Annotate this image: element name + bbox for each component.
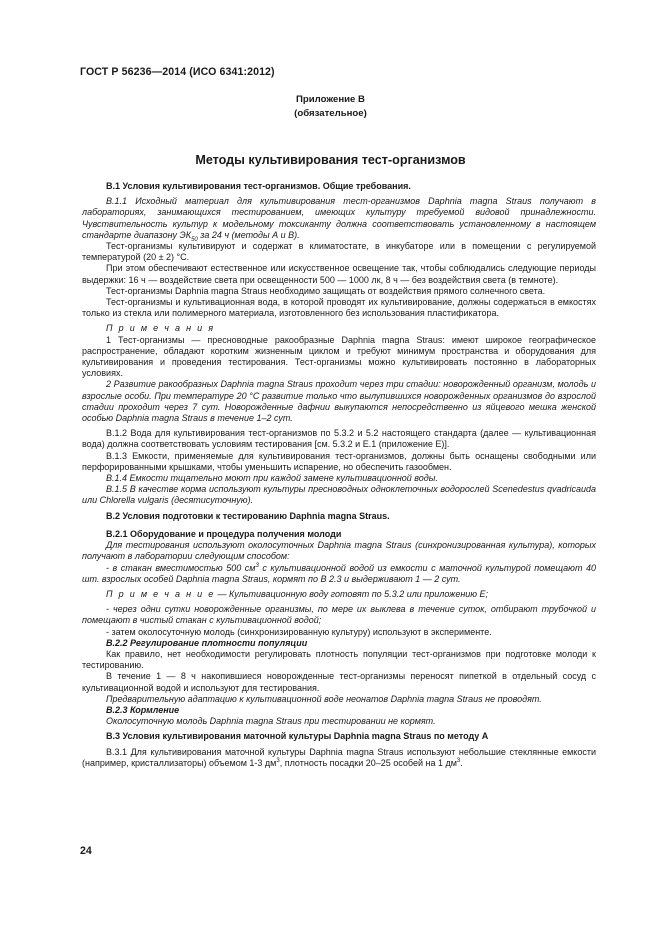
paragraph-b2-adaptation: Предварительную адаптацию к культивационной воде неонатов Daphnia magna Straus не проводят. — [106, 693, 542, 704]
paragraph-b2-density: Как правило, нет необходимости регулировать плотность популяции тест-организмов при подготовке молоди к тестированию. — [82, 648, 596, 671]
section-b1-heading: В.1 Условия культивирования тест-организмов. Общие требования. — [106, 181, 411, 191]
paragraph-b1-light: При этом обеспечивают естественное или искусственное освещение так, чтобы соблюдались следующие периоды выдержки: 16 ч — воздействие света при освещенности 500 — 1000 лк, 8 ч — без воздействия света (в темноте). — [82, 263, 596, 285]
document-header: ГОСТ Р 56236—2014 (ИСО 6341:2012) — [80, 66, 275, 78]
paragraph-b2-feeding: Околосуточную молодь Daphnia magna Straus при тестировании не кормят. — [106, 716, 436, 727]
note-2: 2 Развитие ракообразных Daphnia magna Straus проходит через три стадии: новорожденный организм, молодь и взрослые особи. При температуре 20 °С развитие только что вылупившихся новорожденных организмов до взрослой стадии проходит через 7 сут. Новорожденные дафнии выкупаются непосредственно из яйцевого мешка женской особью Daphnia magna Straus в течение 1–2 сут. — [82, 379, 596, 424]
section-b3-heading: В.3 Условия культивирования маточной культуры Daphnia magna Straus по методу А — [106, 731, 489, 742]
annex-label: Приложение В — [296, 94, 365, 105]
paragraph-b1-1: В.1.1 Исходный материал для культивирования тест-организмов Daphnia magna Straus получают в лабораториях, занимающихся тестированием, имеющих культуру требуемой видовой принадлежности. Чувствительность культур к модельному токсиканту должна соответствовать установленному в настоящем стандарте диапазону $ЭК_{50}$ за 24 ч (методы А и В). — [82, 196, 596, 243]
paragraph-b1-temp: Тест-организмы культивируют и содержат в климатостате, в инкубаторе или в помещении с регулируемой температурой (20 ± 2) °С. — [82, 241, 596, 263]
paragraph-b1-2: В.1.2 Вода для культивирования тест-организмов по 5.3.2 и 5.2 настоящего стандарта (далее — культивационная вода) должна соответствовать условиям тестирования [см. 5.3.2 и Е.1 (приложение Е)]. — [82, 428, 596, 450]
subsection-b2-2: В.2.2 Регулирование плотности популяции — [106, 637, 308, 648]
annex-block — [0, 93, 661, 120]
subsection-b2-3: В.2.3 Кормление — [106, 704, 180, 715]
note-1: 1 Тест-организмы — пресноводные ракообразные Daphnia magna Straus: имеют широкое географическое распространение, обладают коротким жизненным циклом и требуют минимум пространства и оборудования для культивирования и проведения тестирования. Тест-организмы можно культивировать постоянно в лабораторных условиях. — [82, 334, 596, 379]
section-b2-heading: В.2 Условия подготовки к тестированию Daphnia magna Straus. — [106, 510, 390, 521]
paragraph-b2-juvenile: - затем околосуточную молодь (синхронизированную культуру) используют в эксперименте. — [106, 626, 492, 637]
paragraph-b1-5: В.1.5 В качестве корма используют культуры пресноводных одноклеточных водорослей Scenedestus qvadricauda или Chlorella vulgaris (десятисуточную). — [82, 484, 596, 506]
notes-heading: П р и м е ч а н и я — [106, 323, 215, 334]
paragraph-b2-glass: - в стакан вместимостью 500 $см^3$ с культивационной водой из емкости с маточной культурой помещают 40 шт. взрослых особей Daphnia magna Straus, кормят по В 2.3 и выдерживают 1 — 2 сут. — [82, 562, 596, 584]
paragraph-b2-transfer: В течение 1 — 8 ч накопившиеся новорожденные тест-организмы переносят пипеткой в отдельный сосуд с культивационной водой и используют для тестирования. — [82, 671, 596, 693]
page-number: 24 — [80, 845, 92, 857]
paragraph-b1-4: В.1.4 Емкости тщательно моют при каждой замене культивационной воды. — [106, 473, 438, 484]
subsection-b2-1: В.2.1 Оборудование и процедура получения молоди — [106, 528, 342, 539]
paragraph-b1-sun: Тест-организмы Daphnia magna Straus необходимо защищать от воздействия прямого солнечного света. — [106, 285, 546, 296]
document-body — [82, 181, 596, 769]
paragraph-b1-containers: Тест-организмы и культивационная вода, в которой проводят их культивирование, должны содержаться в емкостях только из стекла или полимерного материала, изготовленного без использования пластификатора. — [82, 297, 596, 319]
annex-title: Методы культивирования тест-организмов — [195, 153, 466, 167]
paragraph-b2-1: Для тестирования используют околосуточных Daphnia magna Straus (синхронизированная культура), которых получают в лаборатории следующим способом: — [82, 540, 596, 562]
paragraph-b1-3: В.1.3 Емкости, применяемые для культивирования тест-организмов, должны быть оснащены свободными или перфорированными крышками, чтобы уменьшить испарение, но обеспечить газообмен. — [82, 450, 596, 472]
annex-status: (обязательное) — [294, 107, 367, 119]
paragraph-b3-1: В.3.1 Для культивирования маточной культуры Daphnia magna Straus используют небольшие стеклянные емкости (например, кристаллизаторы) объемом 1-3 $дм^3$, плотность посадки 20–25 особей на 1 $дм^3$. — [82, 746, 596, 768]
paragraph-b2-newborn: - через одни сутки новорожденные организмы, по мере их выклева в течение суток, отбирают трубочкой и помещают в чистый стакан с культивационной водой; — [82, 604, 596, 626]
note-b2: П р и м е ч а н и е — Культивационную воду готовят по 5.3.2 или приложению Е; — [106, 588, 489, 599]
